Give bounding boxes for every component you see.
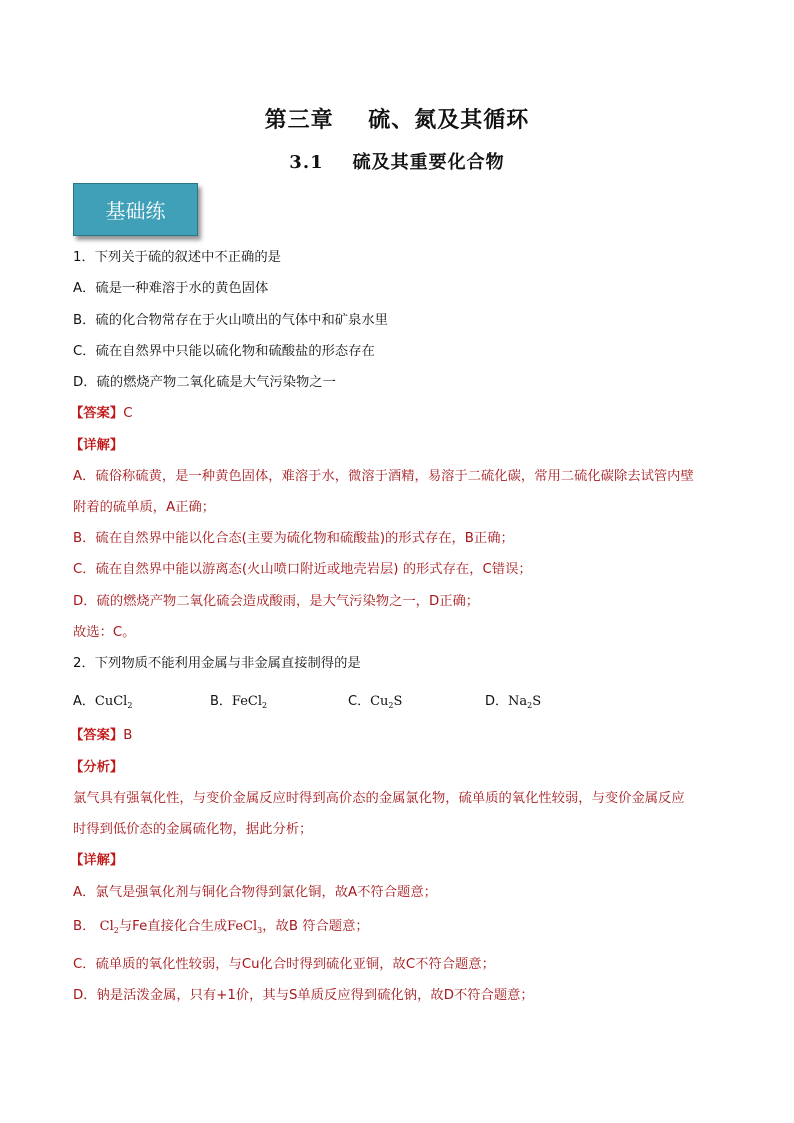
- q2-stem: 2．下列物质不能利用金属与非金属直接制得的是: [73, 656, 361, 671]
- detail-b-mid: 与Fe直接化合生成: [118, 919, 228, 934]
- q1-detail-line-3: B．硫在自然界中能以化合态(主要为硫化物和硫酸盐)的形式存在，B正确；: [73, 531, 514, 546]
- q1-detail-line-1: A．硫俗称硫黄，是一种黄色固体，难溶于水，微溶于酒精，易溶于二硫化碳，常用二硫化碳除去试管内壁: [73, 469, 694, 484]
- q2-detail-a: A．氯气是强氧化剂与铜化合物得到氯化铜，故A不符合题意；: [73, 885, 437, 900]
- q2-detail-c: C．硫单质的氧化性较弱，与Cu化合时得到硫化亚铜，故C不符合题意；: [73, 957, 495, 972]
- formula-tail: S: [532, 694, 542, 709]
- q1-option-c: C．硫在自然界中只能以硫化物和硫酸盐的形态存在: [73, 344, 375, 359]
- cl2-formula: [100, 919, 119, 934]
- q1-detail-line-2: 附着的硫单质，A正确；: [73, 500, 216, 515]
- q1-detail-line-4: C．硫在自然界中能以游离态(火山喷口附近或地壳岩层) 的形式存在，C错误；: [73, 562, 532, 577]
- option-formula: [508, 694, 541, 709]
- q2-analysis-line-1: 氯气具有强氧化性，与变价金属反应时得到高价态的金属氯化物，硫单质的氧化性较弱，与变价金属反应: [73, 791, 685, 806]
- answer-tag: 【答案】: [70, 406, 124, 421]
- q1-detail-line-5: D．硫的燃烧产物二氧化硫会造成酸雨，是大气污染物之一，D正确；: [73, 594, 480, 609]
- q1-option-b: B．硫的化合物常存在于火山喷出的气体中和矿泉水里: [73, 313, 388, 328]
- q2-detail-d: D．钠是活泼金属，只有+1价，其与S单质反应得到硫化钠，故D不符合题意；: [73, 988, 534, 1003]
- detail-tag: 【详解】: [70, 438, 124, 453]
- formula-sub: 2: [388, 701, 394, 710]
- option-letter: B．: [210, 694, 232, 709]
- q1-detail-heading: [70, 437, 123, 455]
- q2-analysis-heading: [70, 759, 123, 777]
- q1-option-a: A．硫是一种难溶于水的黄色固体: [73, 281, 269, 296]
- q1-answer: [70, 405, 132, 423]
- option-letter: A．: [73, 694, 95, 709]
- answer-value: C: [123, 406, 133, 421]
- fecl3-formula: [227, 919, 262, 934]
- q2-option-a: [73, 690, 132, 710]
- q2-detail-heading: [70, 852, 123, 870]
- q2-detail-b: [73, 918, 369, 940]
- chapter-title: 第三章 硫、氮及其循环: [264, 107, 530, 133]
- formula-sub: 2: [527, 701, 533, 710]
- option-letter: C．: [348, 694, 371, 709]
- q1-option-d: D．硫的燃烧产物二氧化硫是大气污染物之一: [73, 375, 336, 390]
- q2-answer: [70, 727, 132, 745]
- analysis-tag: 【分析】: [70, 760, 124, 775]
- q2-option-c: [348, 690, 402, 710]
- formula-sub: 3: [257, 926, 263, 935]
- detail-b-suffix: ，故B 符合题意；: [262, 919, 369, 934]
- formula-body: Cl: [99, 919, 114, 934]
- detail-b-prefix: B．: [73, 919, 96, 934]
- formula-body: FeCl: [231, 694, 263, 709]
- q2-analysis-line-2: 时得到低价态的金属硫化物，据此分析；: [73, 822, 313, 837]
- formula-body: Cu: [370, 694, 389, 709]
- formula-sub: 2: [127, 701, 133, 710]
- answer-tag: 【答案】: [70, 728, 124, 743]
- answer-value: B: [123, 728, 133, 743]
- q1-detail-line-6: 故选：C。: [73, 625, 136, 640]
- banner-label: 基础练: [105, 199, 166, 223]
- q1-stem: 1．下列关于硫的叙述中不正确的是: [73, 250, 281, 265]
- section-banner: [73, 183, 198, 236]
- formula-sub: 2: [262, 701, 268, 710]
- detail-tag: 【详解】: [70, 853, 124, 868]
- formula-tail: S: [393, 694, 403, 709]
- q2-option-d: [485, 690, 541, 710]
- formula-body: CuCl: [94, 694, 128, 709]
- formula-sub: 2: [113, 926, 119, 935]
- option-formula: [232, 694, 267, 709]
- formula-body: FeCl: [227, 919, 258, 934]
- section-title: 3.1 硫及其重要化合物: [289, 152, 505, 173]
- formula-body: Na: [508, 694, 528, 709]
- q2-option-b: [210, 690, 267, 710]
- option-formula: [95, 694, 133, 709]
- option-formula: [370, 694, 402, 709]
- option-letter: D．: [485, 694, 509, 709]
